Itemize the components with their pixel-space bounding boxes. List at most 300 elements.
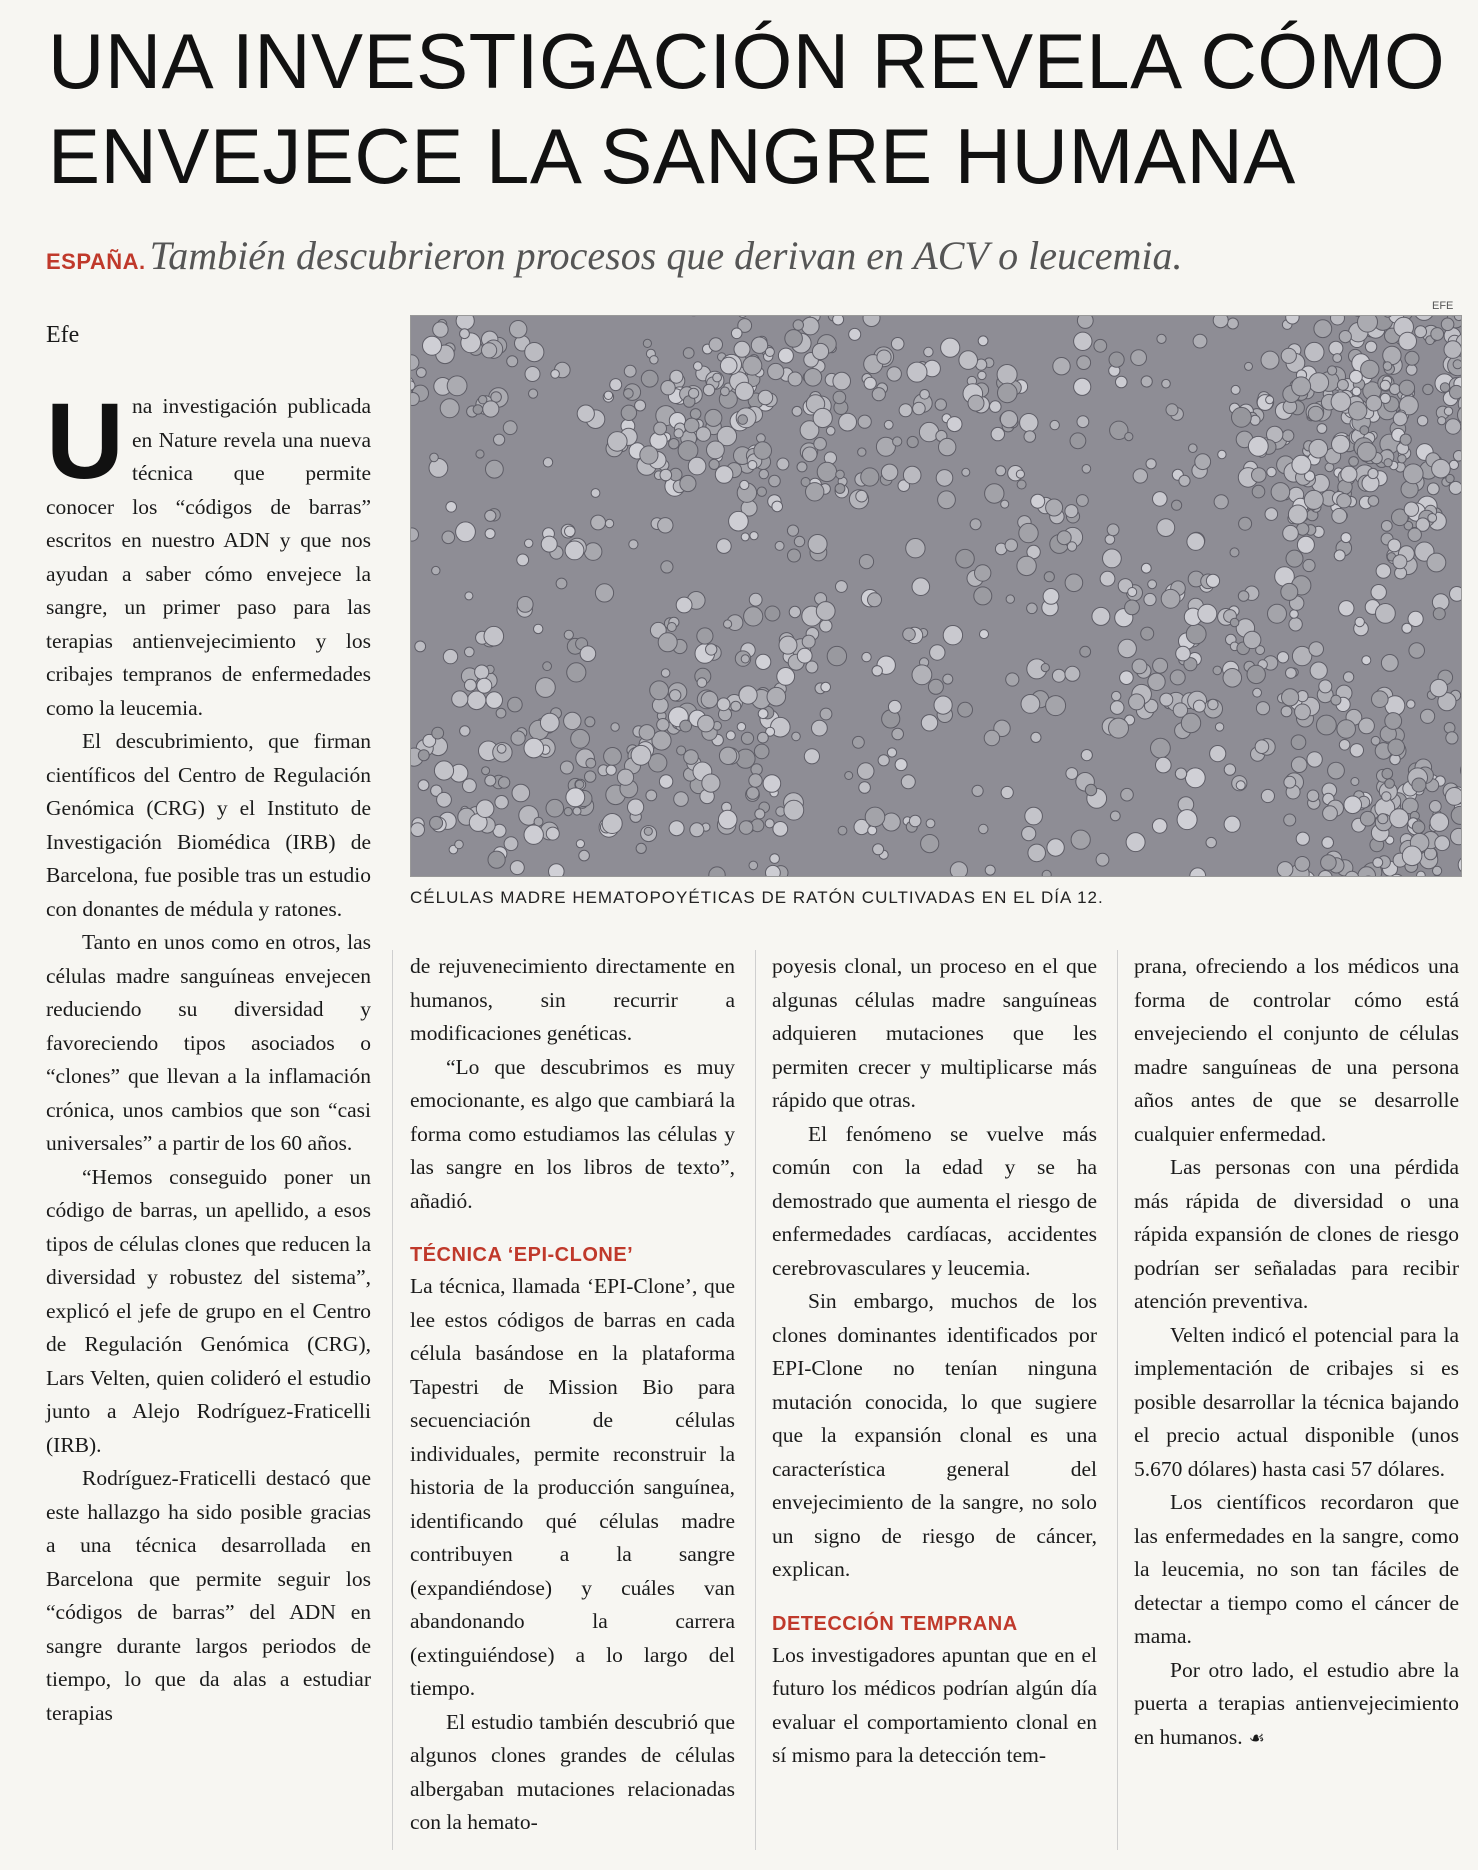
cell-shape xyxy=(1065,505,1078,518)
cell-shape xyxy=(567,663,586,682)
paragraph: Rodríguez-Fraticelli destacó que este hallazgo ha sido posible gracias a una técnica desarrollada en Barcelona que permite seguir los “códigos de barras” del ADN en sangre durante largos periodos de tiempo, lo que da alas a estudiar terapias xyxy=(46,1466,371,1725)
cell-shape xyxy=(1277,862,1293,876)
cell-shape xyxy=(1282,430,1294,442)
cell-shape xyxy=(463,779,477,793)
cell-shape xyxy=(1006,673,1019,686)
cell-shape xyxy=(740,480,749,489)
cell-shape xyxy=(748,461,757,470)
cell-shape xyxy=(1331,695,1341,705)
cell-shape xyxy=(667,623,676,632)
cell-shape xyxy=(975,565,991,581)
cell-shape xyxy=(591,489,600,498)
cell-shape xyxy=(674,429,683,438)
cell-shape xyxy=(1283,525,1299,541)
paragraph: Los investigadores apuntan que en el futuro los médicos podrían algún día evaluar el comportamiento clonal en sí mismo para la detección tem- xyxy=(772,1642,1097,1767)
cell-shape xyxy=(1252,485,1265,498)
cell-shape xyxy=(1310,662,1327,679)
cell-shape xyxy=(990,401,1002,413)
cell-shape xyxy=(827,646,846,665)
cell-shape xyxy=(1433,608,1445,620)
cell-shape xyxy=(705,409,722,426)
cell-shape xyxy=(895,759,907,771)
photo-credit: EFE xyxy=(1432,300,1454,312)
cell-shape xyxy=(564,808,572,816)
cell-shape xyxy=(1271,483,1290,502)
cell-shape xyxy=(1132,659,1147,674)
cell-shape xyxy=(1388,539,1401,552)
cell-shape xyxy=(1431,328,1444,341)
cell-shape xyxy=(864,377,876,389)
cell-shape xyxy=(1070,433,1086,449)
cell-shape xyxy=(508,697,523,712)
cell-shape xyxy=(1286,668,1297,679)
cell-shape xyxy=(1031,732,1041,742)
cell-shape xyxy=(813,408,832,427)
cell-shape xyxy=(475,665,489,679)
cell-shape xyxy=(447,376,467,396)
end-mark-icon: ☙ xyxy=(1248,1727,1265,1749)
cell-shape xyxy=(465,647,475,657)
cell-shape xyxy=(1403,464,1423,484)
cell-shape xyxy=(1152,819,1167,834)
cell-shape xyxy=(434,761,453,780)
cell-shape xyxy=(1407,700,1415,708)
cell-shape xyxy=(1284,776,1296,788)
cell-shape xyxy=(524,738,544,758)
cell-shape xyxy=(706,644,717,655)
cell-shape xyxy=(658,633,677,652)
cell-shape xyxy=(1210,746,1226,762)
cell-shape xyxy=(833,391,846,404)
cell-shape xyxy=(1110,701,1124,715)
cell-shape xyxy=(443,649,457,663)
cell-shape xyxy=(536,678,556,698)
cell-shape xyxy=(921,715,937,731)
cell-shape xyxy=(996,466,1006,476)
cell-shape xyxy=(1067,542,1076,551)
cell-shape xyxy=(1050,420,1059,429)
cell-shape xyxy=(676,597,692,613)
cell-shape xyxy=(1065,574,1083,592)
cell-shape xyxy=(1399,380,1414,395)
cell-shape xyxy=(1019,523,1038,542)
cell-shape xyxy=(920,390,930,400)
cell-shape xyxy=(430,453,439,462)
cell-shape xyxy=(657,719,669,731)
cell-shape xyxy=(1359,718,1375,734)
cell-shape xyxy=(1339,601,1354,616)
cell-shape xyxy=(1339,331,1351,343)
cell-shape xyxy=(1065,666,1080,681)
cell-shape xyxy=(1288,505,1307,524)
cell-shape xyxy=(1305,342,1324,361)
cell-shape xyxy=(534,624,543,633)
cell-shape xyxy=(1428,514,1437,523)
cell-shape xyxy=(1141,376,1152,387)
cell-shape xyxy=(906,539,925,558)
cell-shape xyxy=(1373,858,1383,868)
cell-shape xyxy=(556,578,567,589)
paragraph: Las personas con una pérdida más rápida de diversidad o una rápida expansión de clones de riesgo podrían ser señaladas para recibir atención preventiva. xyxy=(1134,1155,1459,1313)
cell-shape xyxy=(689,388,699,398)
cell-shape xyxy=(1185,768,1205,788)
headline-line-1: UNA INVESTIGACIÓN REVELA CÓMO xyxy=(48,17,1446,105)
cell-shape xyxy=(576,840,584,848)
cell-shape xyxy=(998,383,1018,403)
cell-shape xyxy=(924,347,933,356)
cell-shape xyxy=(1128,588,1137,597)
cell-shape xyxy=(1357,442,1376,461)
cell-shape xyxy=(1381,521,1392,532)
cell-shape xyxy=(1412,778,1426,792)
cell-shape xyxy=(737,723,745,731)
cell-shape xyxy=(1333,354,1342,363)
cell-shape xyxy=(565,541,584,560)
cell-shape xyxy=(1218,450,1226,458)
cell-shape xyxy=(787,525,798,536)
cell-shape xyxy=(808,535,827,554)
cell-shape xyxy=(1360,811,1375,826)
cell-shape xyxy=(759,469,768,478)
cell-shape xyxy=(1252,468,1267,483)
cell-shape xyxy=(1253,688,1262,697)
cell-shape xyxy=(1082,465,1091,474)
cell-shape xyxy=(1170,670,1185,685)
cell-shape xyxy=(1314,320,1332,338)
cell-shape xyxy=(1077,316,1093,328)
cell-shape xyxy=(517,554,529,566)
cell-shape xyxy=(1153,658,1168,673)
cell-shape xyxy=(1172,500,1182,510)
cell-shape xyxy=(1295,857,1310,872)
cell-shape xyxy=(1331,316,1345,325)
cell-shape xyxy=(476,800,494,818)
cell-shape xyxy=(1368,468,1378,478)
cell-shape xyxy=(430,816,443,829)
cell-shape xyxy=(1319,680,1332,693)
cell-shape xyxy=(758,390,773,405)
cell-shape xyxy=(1125,433,1133,441)
cell-shape xyxy=(950,862,967,876)
cell-shape xyxy=(1365,341,1376,352)
cell-shape xyxy=(797,462,807,472)
cell-shape xyxy=(1121,788,1134,801)
cell-shape xyxy=(887,367,901,381)
cell-shape xyxy=(979,824,988,833)
cell-shape xyxy=(739,821,753,835)
cell-shape xyxy=(586,758,596,768)
cell-shape xyxy=(856,490,868,502)
cell-shape xyxy=(541,536,557,552)
cell-shape xyxy=(862,652,871,661)
cell-shape xyxy=(1085,784,1096,795)
cell-shape xyxy=(872,388,885,401)
cell-shape xyxy=(1156,757,1172,773)
cell-shape xyxy=(1077,356,1091,370)
paragraph: de rejuvenecimiento directamente en humanos, sin recurrir a modificaciones genéticas. xyxy=(410,954,735,1045)
cell-shape xyxy=(991,427,1004,440)
cell-shape xyxy=(816,602,835,621)
cell-shape xyxy=(769,475,781,487)
cell-shape xyxy=(1332,435,1350,453)
cell-shape xyxy=(591,515,606,530)
cell-shape xyxy=(1148,580,1157,589)
cell-shape xyxy=(639,725,655,741)
cell-shape xyxy=(669,439,679,449)
cell-shape xyxy=(498,777,509,788)
cell-shape xyxy=(1349,402,1367,420)
cell-shape xyxy=(485,529,495,539)
cell-shape xyxy=(878,755,889,766)
cell-shape xyxy=(465,679,477,691)
cell-shape xyxy=(432,727,444,739)
cell-shape xyxy=(1415,326,1427,338)
cell-shape xyxy=(958,702,973,717)
cell-shape xyxy=(703,384,714,395)
cell-shape xyxy=(546,799,564,817)
cell-shape xyxy=(758,709,768,719)
cell-shape xyxy=(452,691,468,707)
cell-shape xyxy=(1224,764,1235,775)
cell-shape xyxy=(755,809,765,819)
cell-shape xyxy=(1292,377,1311,396)
cell-shape xyxy=(697,628,713,644)
cell-shape xyxy=(754,442,772,460)
cell-shape xyxy=(1175,768,1186,779)
cell-shape xyxy=(1129,694,1145,710)
cell-shape xyxy=(997,365,1017,385)
cell-shape xyxy=(763,775,781,793)
cell-shape xyxy=(690,823,704,837)
cell-shape xyxy=(551,370,560,379)
cell-shape xyxy=(934,696,952,714)
cell-shape xyxy=(1042,870,1051,876)
cell-shape xyxy=(1286,550,1303,567)
cell-shape xyxy=(936,470,953,487)
cell-shape xyxy=(497,744,506,753)
cell-shape xyxy=(1453,451,1461,462)
cell-shape xyxy=(821,682,831,692)
cell-shape xyxy=(1282,689,1299,706)
cell-shape xyxy=(641,370,658,387)
cell-shape xyxy=(564,712,581,729)
photo-caption: CÉLULAS MADRE HEMATOPOYÉTICAS DE RATÓN CULTIVADAS EN EL DÍA 12. xyxy=(410,888,1104,907)
cell-shape xyxy=(1157,334,1166,343)
cell-shape xyxy=(549,864,565,876)
cell-shape xyxy=(1176,646,1191,661)
cell-shape xyxy=(757,434,766,443)
cell-shape xyxy=(717,698,730,711)
cell-shape xyxy=(839,413,857,431)
cell-shape xyxy=(1450,385,1462,399)
cell-shape xyxy=(1157,519,1175,537)
cell-shape xyxy=(1208,699,1218,709)
cell-shape xyxy=(721,387,730,396)
cell-shape xyxy=(1193,334,1207,348)
cell-shape xyxy=(486,692,503,709)
cell-shape xyxy=(1001,786,1013,798)
cell-shape xyxy=(709,338,722,351)
cell-shape xyxy=(1309,439,1328,458)
cell-shape xyxy=(1144,593,1156,605)
drop-cap: U xyxy=(46,380,124,501)
cell-shape xyxy=(1376,604,1396,624)
paragraph-text: Por otro lado, el estudio abre la puerta a terapias antienvejecimiento en humanos. xyxy=(1134,1657,1459,1749)
cell-shape xyxy=(1112,691,1121,700)
cell-shape xyxy=(543,662,552,671)
cell-shape xyxy=(802,447,817,462)
cell-shape xyxy=(717,539,732,554)
cell-shape xyxy=(1261,789,1274,802)
cell-shape xyxy=(749,593,762,606)
cell-shape xyxy=(659,775,672,788)
cell-shape xyxy=(1341,533,1351,543)
cell-shape xyxy=(503,421,517,435)
cell-shape xyxy=(511,731,525,745)
cell-shape xyxy=(858,415,871,428)
cell-shape xyxy=(1189,444,1198,453)
cell-shape xyxy=(1052,669,1065,682)
cell-shape xyxy=(1355,617,1364,626)
cell-shape xyxy=(921,835,939,853)
cell-shape xyxy=(674,792,689,807)
cell-shape xyxy=(814,438,827,451)
cell-shape xyxy=(1352,387,1361,396)
paragraph-text: na investigación publicada en Nature revela una nueva técnica que permite conocer los “códigos de barras” escritos en nuestro ADN y que nos ayudan a saber cómo envejece la sangre, un primer paso para las terapias antienvejecimiento y los cribajes tempranos de enfermedades como la leucemia. xyxy=(46,394,371,720)
cell-shape xyxy=(660,469,672,481)
paragraph: “Hemos conseguido poner un código de barras, un apellido, a esos tipos de células clones que reducen la diversidad y robustez del sistema”, explicó el jefe de grupo en el Centro de Regulación Genómica (CRG), Lars Velten, quien colideró el estudio junto a Alejo Rodríguez-Fraticelli (IRB). xyxy=(46,1164,371,1457)
cell-shape xyxy=(1268,604,1287,623)
cell-shape xyxy=(1100,571,1115,586)
cell-shape xyxy=(770,854,780,864)
cell-shape xyxy=(833,372,851,390)
cell-shape xyxy=(1360,426,1369,435)
cell-shape xyxy=(865,807,885,827)
cell-shape xyxy=(768,363,784,379)
cell-shape xyxy=(1446,788,1462,806)
cell-shape xyxy=(1430,813,1449,832)
cell-shape xyxy=(859,555,873,569)
cell-shape xyxy=(758,732,769,743)
cell-shape xyxy=(820,620,832,632)
cell-shape xyxy=(460,726,470,736)
paragraph xyxy=(1134,1654,1459,1756)
cell-shape xyxy=(442,531,455,544)
cell-shape xyxy=(868,826,877,835)
cell-shape xyxy=(1006,595,1014,603)
cell-shape xyxy=(1366,395,1382,411)
cell-shape xyxy=(1307,790,1319,802)
article-column-4 xyxy=(1134,950,1459,1755)
cell-shape xyxy=(707,441,725,459)
cell-shape xyxy=(802,317,820,335)
cell-shape xyxy=(913,402,926,415)
cell-shape xyxy=(1393,412,1407,426)
cell-shape xyxy=(584,543,602,561)
cell-shape xyxy=(580,646,596,662)
cell-shape xyxy=(1230,618,1239,627)
cell-shape xyxy=(1291,735,1306,750)
cell-shape xyxy=(734,341,750,357)
cell-shape xyxy=(1351,778,1359,786)
cell-shape xyxy=(757,487,766,496)
cell-shape xyxy=(941,338,960,357)
cell-shape xyxy=(1215,723,1223,731)
cell-shape xyxy=(1417,871,1426,876)
cell-shape xyxy=(1046,499,1063,516)
cell-shape xyxy=(1107,524,1119,536)
cell-shape xyxy=(529,389,538,398)
cell-shape xyxy=(1187,533,1205,551)
cell-shape xyxy=(1261,351,1279,369)
column-rule xyxy=(755,950,756,1850)
cell-shape xyxy=(1388,739,1405,756)
cell-shape xyxy=(1445,419,1460,434)
cell-shape xyxy=(835,484,845,494)
cell-shape xyxy=(1385,713,1402,730)
cell-shape xyxy=(585,771,596,782)
cell-shape xyxy=(1245,362,1253,370)
cell-shape xyxy=(1334,550,1345,561)
cell-shape xyxy=(1214,495,1228,509)
cell-shape xyxy=(1307,752,1322,767)
cell-shape xyxy=(1368,496,1379,507)
cell-shape xyxy=(735,382,753,400)
cell-shape xyxy=(565,526,576,537)
cell-shape xyxy=(631,745,651,765)
cell-shape xyxy=(1296,832,1309,845)
cell-shape xyxy=(571,729,590,748)
cell-shape xyxy=(892,728,904,740)
cell-shape xyxy=(1329,341,1343,355)
cell-shape xyxy=(777,458,789,470)
cell-shape xyxy=(1017,480,1026,489)
cell-shape xyxy=(956,549,975,568)
cell-shape xyxy=(1027,603,1038,614)
cell-shape xyxy=(731,328,742,339)
cell-shape xyxy=(970,519,981,530)
cell-shape xyxy=(1303,559,1315,571)
cell-shape xyxy=(1206,837,1216,847)
cell-shape xyxy=(1423,384,1433,394)
cell-shape xyxy=(670,690,681,701)
cell-shape xyxy=(1317,715,1337,735)
cell-shape xyxy=(495,796,508,809)
cell-shape xyxy=(1213,316,1228,328)
cell-shape xyxy=(792,406,802,416)
cell-shape xyxy=(947,417,962,432)
cell-shape xyxy=(1031,494,1045,508)
cell-shape xyxy=(793,320,803,330)
cell-shape xyxy=(767,687,786,706)
cell-shape xyxy=(465,592,473,600)
cell-shape xyxy=(1244,631,1261,648)
cell-shape xyxy=(1322,837,1334,849)
cell-shape xyxy=(877,350,891,364)
cell-shape xyxy=(938,491,956,509)
cell-shape xyxy=(669,821,684,836)
cell-shape xyxy=(1290,610,1299,619)
cell-shape xyxy=(713,373,722,382)
cell-shape xyxy=(861,468,879,486)
cell-shape xyxy=(661,381,675,395)
cell-shape xyxy=(1146,459,1156,469)
cell-shape xyxy=(1043,589,1059,605)
cell-shape xyxy=(423,336,442,355)
cell-shape xyxy=(1344,796,1362,814)
cell-shape xyxy=(794,536,804,546)
cell-shape xyxy=(1080,646,1091,657)
